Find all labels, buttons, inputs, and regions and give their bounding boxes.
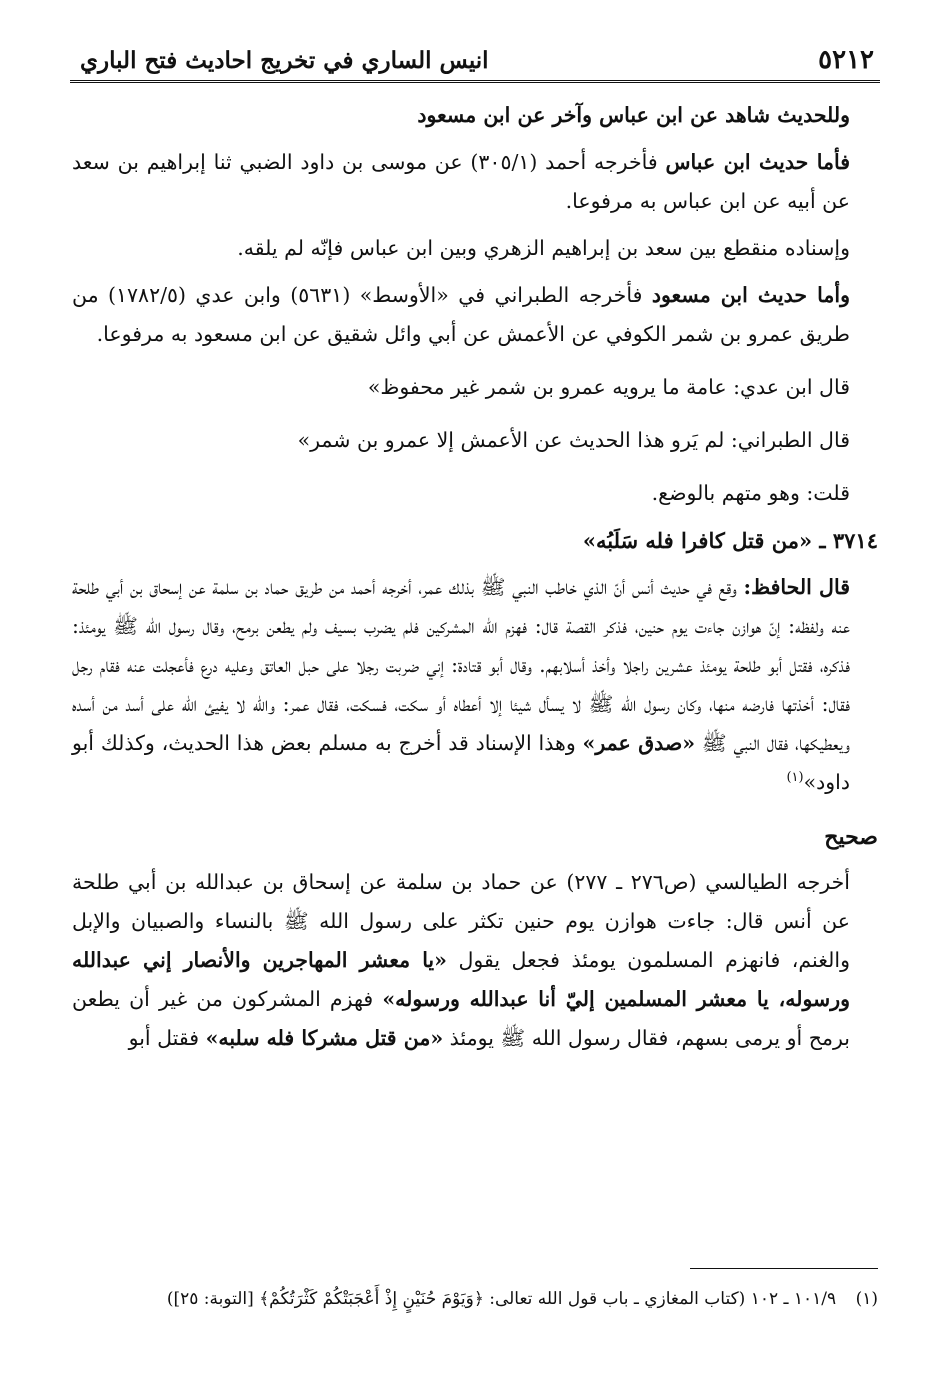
ibn-masud-paragraph [72, 276, 878, 354]
tabarani-quote: قال الطبراني: لم يَرو هذا الحديث عن الأعمش إلا عمرو بن شمر» [297, 428, 850, 452]
hafiz-paragraph [72, 568, 878, 802]
takhrij-part3: فقتل أبو [128, 1026, 200, 1050]
footnote [72, 1284, 878, 1314]
ibn-abbas-lead: فأما حديث ابن عباس [665, 150, 851, 174]
grade-label: صحيح [824, 824, 878, 850]
hafiz-tail: وهذا الإسناد قد أخرج به مسلم بعض هذا الحديث، وكذلك أبو داود» [72, 731, 850, 794]
hadith-heading: ٣٧١٤ ـ «من قتل كافرا فله سَلَبُه» [582, 528, 878, 553]
hafiz-text: وقع في حديث أنس أنّ الذي خاطب النبي ﷺ بذلك عمر، أخرجه أحمد من طريق حماد بن سلمة عن إسحاق بن أبي طلحة عنه ولفظه: إنّ هوازن جاءت يوم حنين، فذكر القصة قال: فهزم الله المشركين فلم يضرب بسيف ولم يطعن برمح، وقال رسول الله ﷺ يومئذ: فذكره، فقتل أبو طلحة يومئذ عشرين راجلا وأخذ أسلابهم. وقال أبو قتادة: إني ضربت رجلا على حبل العاتق وعليه درع فأعجلت عنه فقام رجل فقال: أخذتها فارضه منها، وكان رسول الله ﷺ لا يسأل شيئا إلا أعطاه أو سكت، فسكت، فقال عمر: والله لا يفيئ الله على أسد من أسده ويعطيكها، فقال النبي ﷺ [72, 575, 850, 755]
isnad-note: وإسناده منقطع بين سعد بن إبراهيم الزهري وبين ابن عباس فإنّه لم يلقه. [237, 236, 850, 260]
ibn-masud-text: فأخرجه الطبراني في «الأوسط» (٥٦٣١) وابن عدي (١٧٨٢/٥) من طريق عمرو بن شمر الكوفي عن الأعمش عن أبي وائل شقيق عن ابن مسعود به مرفوعا. [72, 283, 850, 346]
takhrij-part2: فهزم المشركون من غير أن يطعن برمح أو يرمى بسهم، فقال رسول الله ﷺ يومئذ [72, 987, 850, 1050]
hafiz-quote: «صدق عمر» [582, 731, 696, 755]
takhrij-paragraph [72, 863, 878, 1058]
ibn-abbas-paragraph [72, 143, 878, 221]
qultu-note: قلت: وهو متهم بالوضع. [651, 481, 850, 505]
footnote-marker: (١) [786, 770, 804, 786]
footnote-number: (١) [855, 1289, 878, 1309]
main-text [72, 96, 878, 1058]
running-header [70, 40, 880, 83]
intro-paragraph: وللحديث شاهد عن ابن عباس وآخر عن ابن مسعود [417, 103, 850, 127]
ibn-masud-lead: وأما حديث ابن مسعود [651, 283, 850, 307]
running-title: انيس الساري في تخريج احاديث فتح الباري [80, 46, 489, 74]
ibn-abbas-text: فأخرجه أحمد (٣٠٥/١) عن موسى بن داود الضبي ثنا إبراهيم بن سعد عن أبيه عن ابن عباس به مرفوعا. [72, 150, 850, 213]
takhrij-bold1: «يا معشر المهاجرين والأنصار إني عبدالله ورسوله، يا معشر المسلمين إليّ أنا عبدالله ورسوله» [72, 948, 851, 1011]
hafiz-lead: قال الحافظ: [743, 575, 850, 599]
ibn-adi-quote: قال ابن عدي: عامة ما يرويه عمرو بن شمر غير محفوظ» [367, 375, 850, 399]
takhrij-part1: أخرجه الطيالسي (ص٢٧٦ ـ ٢٧٧) عن حماد بن سلمة عن إسحاق بن عبدالله بن أبي طلحة عن أنس قال: جاءت هوازن يوم حنين تكثر على رسول الله ﷺ بالنساء والصبيان والإبل والغنم، فانهزم المسلمون يومئذ فجعل يقول [72, 870, 850, 972]
takhrij-bold2: «من قتل مشركا فله سلبه» [205, 1026, 444, 1050]
footnote-text: ١٠١/٩ ـ ١٠٢ (كتاب المغازي ـ باب قول الله تعالى: ﴿وَيَوْمَ حُنَيْنٍ إِذْ أَعْجَبَتْكُمْ كَثْرَتُكُمْ﴾ [التوبة: ٢٥]) [166, 1289, 837, 1309]
page-number: ٥٢١٢ [818, 45, 874, 75]
footnote-divider [690, 1268, 878, 1269]
